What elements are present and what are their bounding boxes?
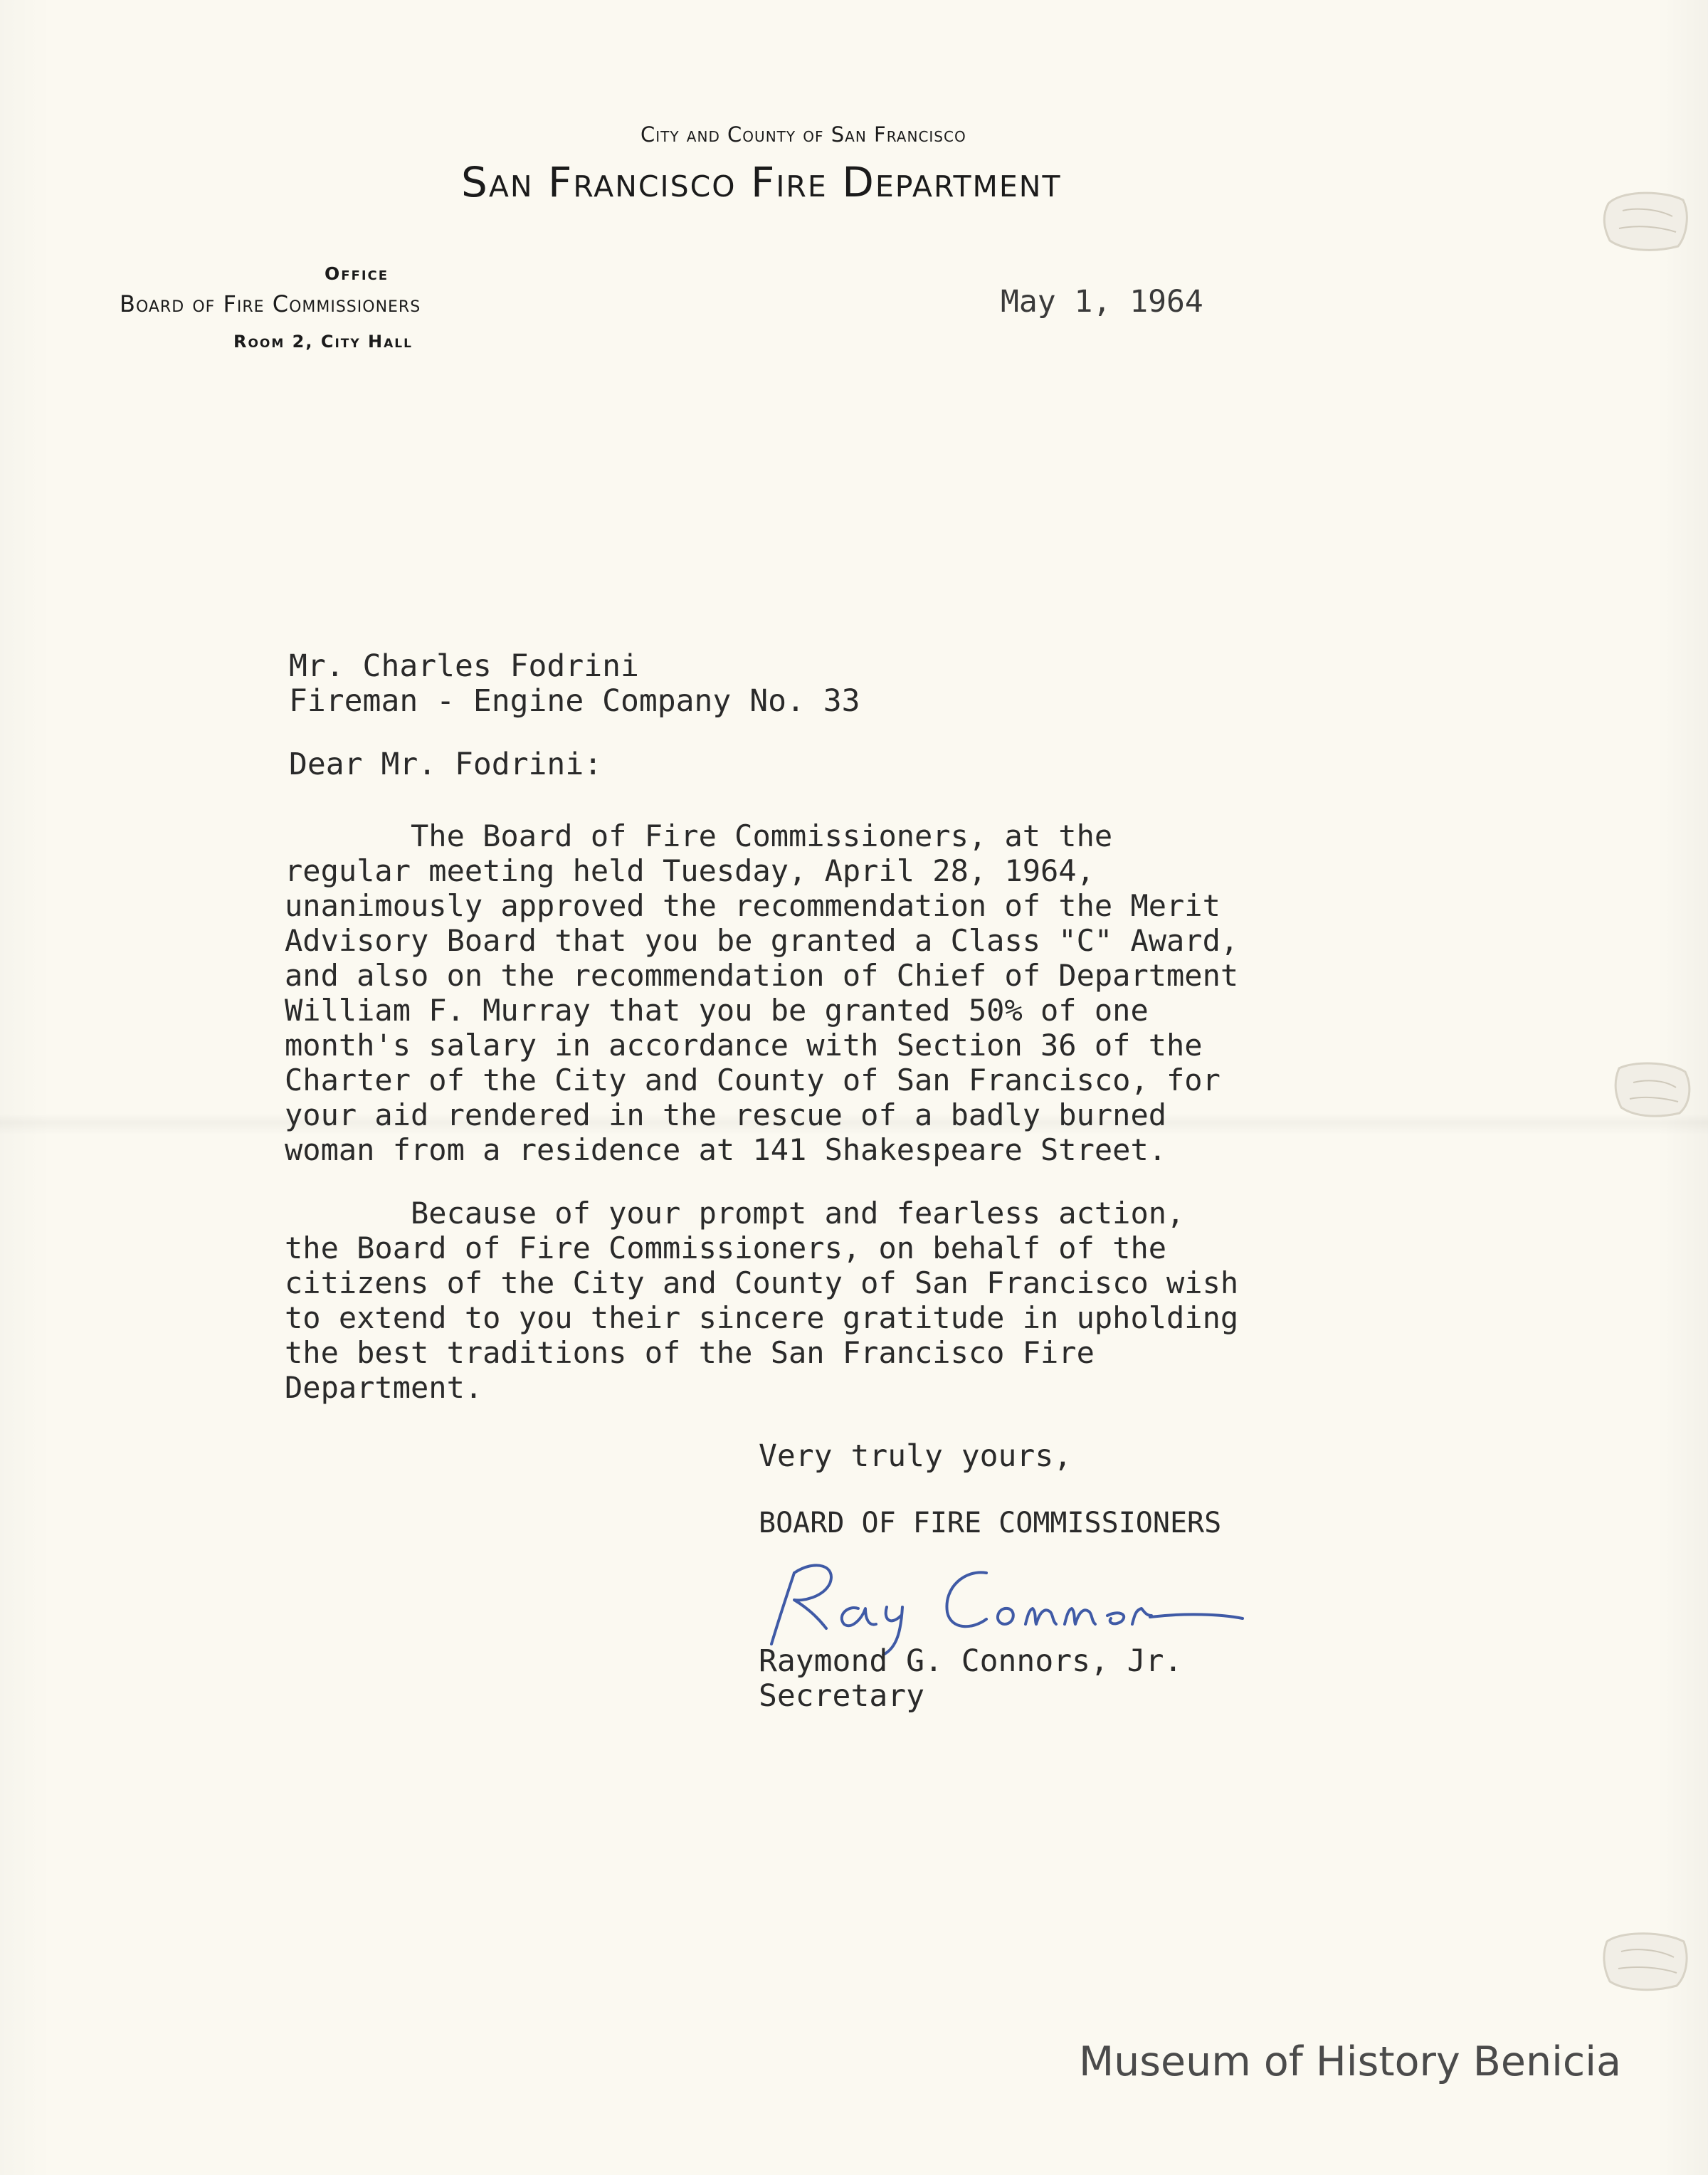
text-line: Charter of the City and County of San Francisco, for xyxy=(285,1063,1221,1097)
text-line: woman from a residence at 141 Shakespeare Street. xyxy=(285,1132,1167,1167)
recipient-position: Fireman - Engine Company No. 33 xyxy=(289,683,860,719)
text-line: your aid rendered in the rescue of a badly burned xyxy=(285,1097,1167,1132)
text-line: the Board of Fire Commissioners, on behalf of the xyxy=(285,1231,1167,1265)
recipient-address xyxy=(289,649,860,719)
tape-remnant-icon xyxy=(1594,182,1694,260)
body-paragraph-1 xyxy=(285,818,1238,1167)
tape-remnant-icon xyxy=(1601,1050,1701,1129)
text-line: citizens of the City and County of San Francisco wish xyxy=(285,1265,1239,1300)
letterhead-room: Room 2, City Hall xyxy=(233,332,413,352)
closing-organization: BOARD OF FIRE COMMISSIONERS xyxy=(759,1507,1222,1539)
letterhead-department: San Francisco Fire Department xyxy=(461,158,1062,206)
text-line: month's salary in accordance with Section 36 of the xyxy=(285,1028,1203,1063)
text-line: to extend to you their sincere gratitude in upholding xyxy=(285,1300,1239,1335)
body-paragraph-2 xyxy=(285,1196,1238,1405)
letterhead-office: Office xyxy=(325,263,389,284)
text-line: Because of your prompt and fearless action, xyxy=(285,1196,1185,1231)
letterhead-city-county: City and County of San Francisco xyxy=(640,122,966,147)
text-line: William F. Murray that you be granted 50% of one xyxy=(285,993,1149,1028)
tape-remnant-icon xyxy=(1594,1922,1694,2000)
letterhead-board: Board of Fire Commissioners xyxy=(120,290,421,317)
text-line: regular meeting held Tuesday, April 28, 1964, xyxy=(285,853,1095,888)
text-line: unanimously approved the recommendation of the Merit xyxy=(285,888,1221,923)
text-line: Department. xyxy=(285,1370,483,1405)
text-line: The Board of Fire Commissioners, at the xyxy=(285,818,1113,853)
signer-block xyxy=(759,1644,1182,1714)
valediction: Very truly yours, xyxy=(759,1438,1072,1474)
salutation: Dear Mr. Fodrini: xyxy=(289,747,603,782)
text-line: and also on the recommendation of Chief of Department xyxy=(285,958,1239,993)
handwritten-signature xyxy=(752,1544,1250,1658)
text-line: the best traditions of the San Francisco Fire xyxy=(285,1335,1095,1370)
recipient-name: Mr. Charles Fodrini xyxy=(289,648,639,684)
signer-title: Secretary xyxy=(759,1678,924,1714)
letter-date: May 1, 1964 xyxy=(1001,284,1203,320)
text-line: Advisory Board that you be granted a Class "C" Award, xyxy=(285,923,1239,958)
signer-name: Raymond G. Connors, Jr. xyxy=(759,1643,1183,1679)
museum-watermark: Museum of History Benicia xyxy=(1079,2038,1622,2085)
